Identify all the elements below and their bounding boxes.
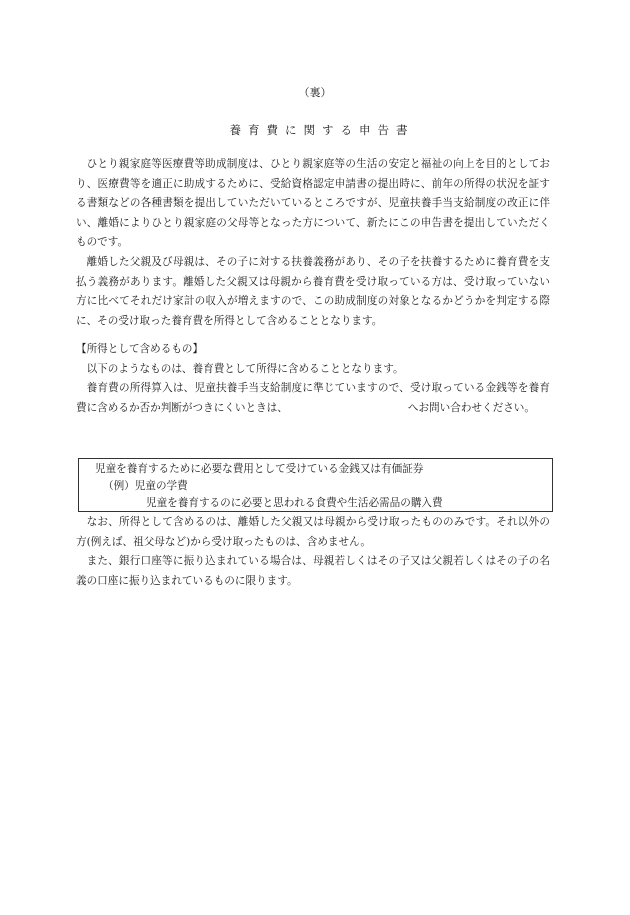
note-paragraph: また、銀行口座等に振り込まれている場合は、母親若しくはその子又は父親若しくはその子の名義の口座に振り込まれているものに限ります。 <box>76 555 550 587</box>
inquiry-text-before: 養育費の所得算入は、児童扶養手当支給制度に準じていますので、受け取っている金銭等を養育費に含めるか否か判断がつきにくいときは、 <box>76 382 550 414</box>
example-item: 児童を養育するのに必要と思われる食費や生活必需品の購入費 <box>146 497 443 509</box>
notes-section <box>76 513 550 591</box>
back-side-label: （裏） <box>298 86 332 99</box>
section-line: 以下のようなものは、養育費として所得に含めることとなります。 <box>86 362 404 375</box>
example-label: （例） <box>103 480 135 492</box>
income-section <box>76 340 550 418</box>
inquiry-text-after: へお問い合わせください。 <box>407 401 535 414</box>
intro-paragraph: 離婚した父親及び母親は、その子に対する扶養義務があり、その子を扶養するために養育費を支払う義務があります。離婚した父親又は母親から養育費を受け取っている方は、受け取っていない方に比べてそれだけ家計の収入が増えますので、この助成制度の対象となるかどうかを判定する際に、その受け取った養育費を所得として含めることとなります。 <box>76 255 550 327</box>
note-paragraph: なお、所得として含めるのは、離婚した父親又は母親から受け取ったもののみです。それ以外の方(例えば、祖父母など)から受け取ったものは、含めません。 <box>76 516 550 548</box>
example-box <box>78 458 553 512</box>
section-inquiry-line <box>76 379 550 418</box>
example-row <box>95 478 552 495</box>
intro-paragraph: ひとり親家庭等医療費等助成制度は、ひとり親家庭等の生活の安定と福祉の向上を目的としており、医療費等を適正に助成するために、受給資格認定申請書の提出時に、前年の所得の状況を証する書類などの各種書類を提出していただいているところですが、児童扶養手当支給制度の改正に伴い、離婚によりひとり親家庭の父母等となった方について、新たにこの申告書を提出していただくものです。 <box>76 158 550 249</box>
section-heading: 【所得として含めるもの】 <box>76 343 204 355</box>
intro-section <box>76 155 550 331</box>
example-item: 児童の学費 <box>134 480 188 492</box>
box-main-text: 児童を養育するために必要な費用として受けている金銭又は有価証券 <box>95 463 424 475</box>
document-title: 養育費に関する申告書 <box>229 123 415 137</box>
